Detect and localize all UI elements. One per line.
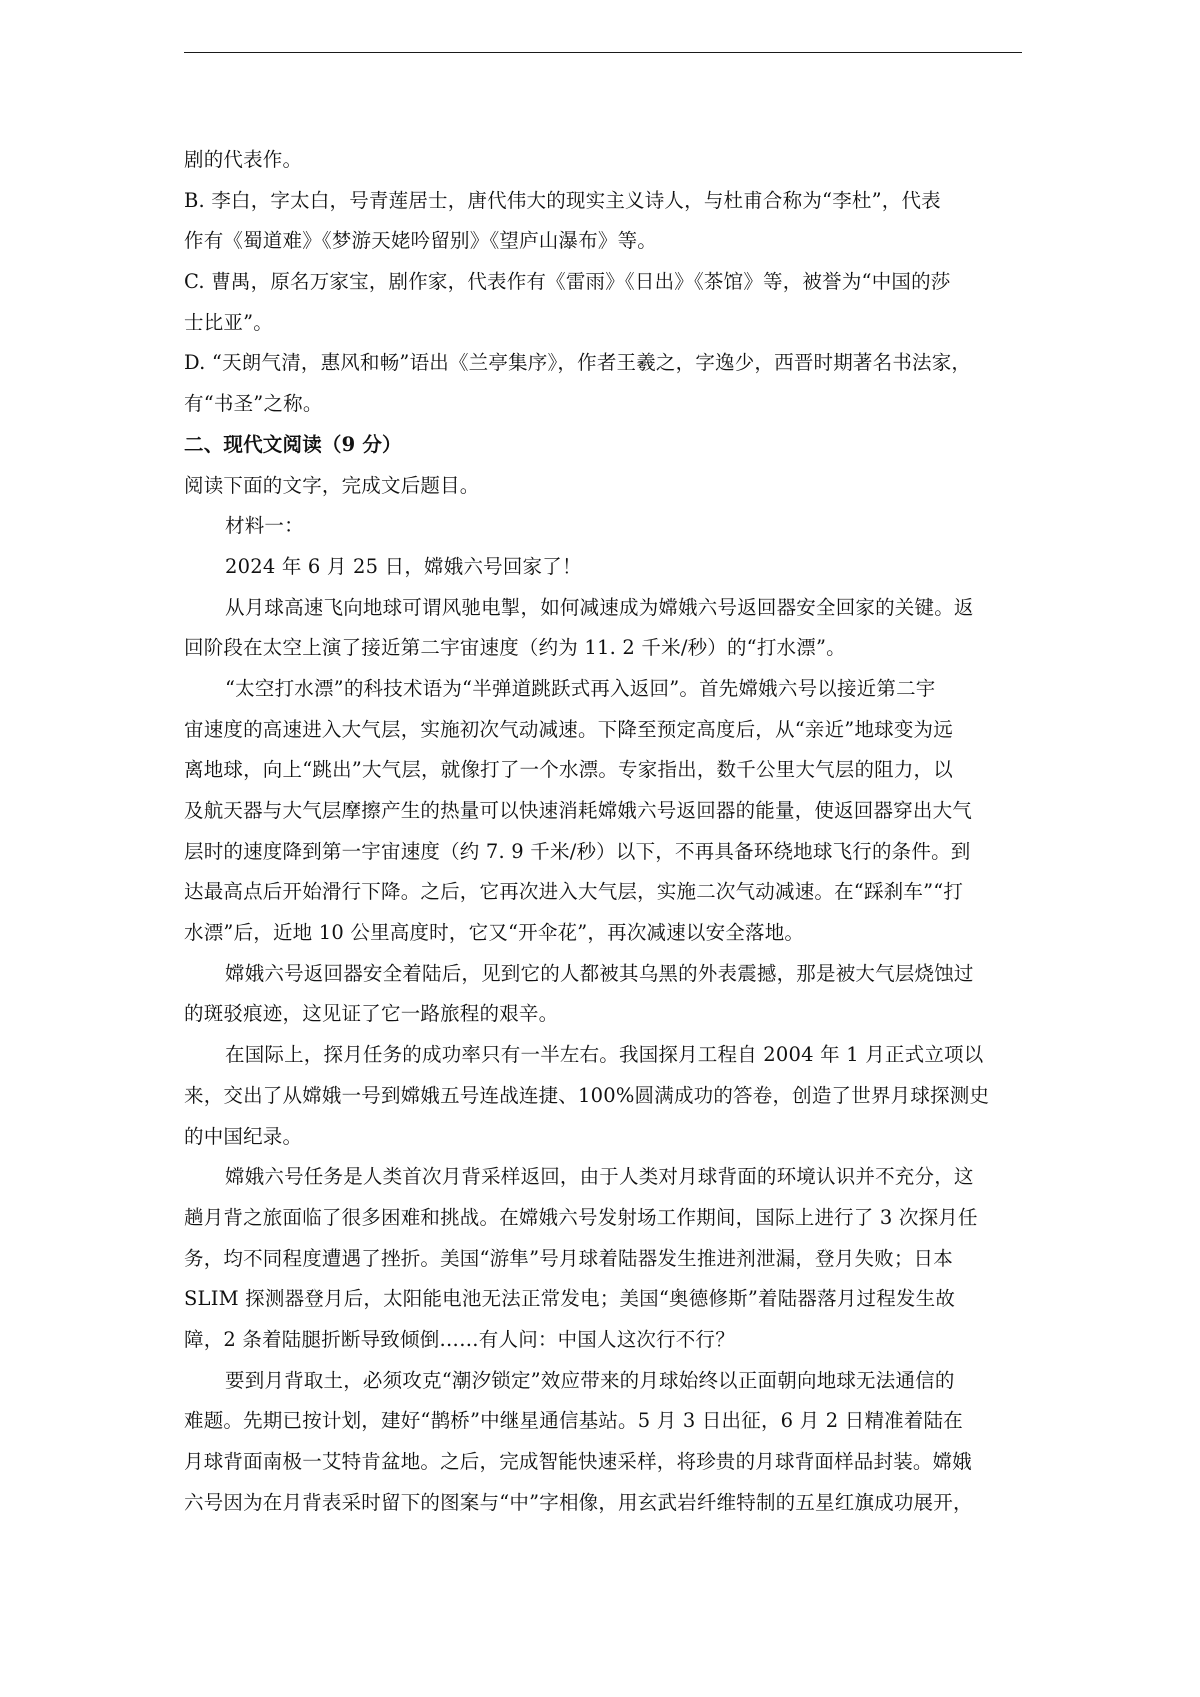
text-line: 嫦娥六号返回器安全着陆后，见到它的人都被其乌黑的外表震撼，那是被大气层烧蚀过 bbox=[225, 961, 974, 985]
text-line: 的斑驳痕迹，这见证了它一路旅程的艰辛。 bbox=[184, 1002, 559, 1026]
text-line: 务，均不同程度遭遇了挫折。美国“游隼”号月球着陆器发生推进剂泄漏，登月失败；日本 bbox=[184, 1246, 953, 1270]
text-line: 士比亚”。 bbox=[184, 310, 273, 334]
document-body bbox=[184, 140, 1032, 1523]
text-line: SLIM 探测器登月后，太阳能电池无法正常发电；美国“奥德修斯”着陆器落月过程发生故 bbox=[184, 1287, 956, 1311]
text-line: 剧的代表作。 bbox=[184, 148, 303, 171]
text-line: 达最高点后开始滑行下降。之后，它再次进入大气层，实施二次气动减速。在“踩刹车”“打 bbox=[184, 880, 964, 904]
text-line: 障，2 条着陆腿折断导致倾倒……有人问：中国人这次行不行？ bbox=[184, 1327, 735, 1351]
text-line: 回阶段在太空上演了接近第二宇宙速度（约为 11. 2 千米/秒）的“打水漂”。 bbox=[184, 636, 846, 660]
text-line: “太空打水漂”的科技术语为“半弹道跳跃式再入返回”。首先嫦娥六号以接近第二宇 bbox=[225, 676, 936, 700]
text-line: 难题。先期已按计划，建好“鹊桥”中继星通信基站。5 月 3 日出征，6 月 2 日精准着陆在 bbox=[184, 1409, 963, 1433]
text-line: 要到月背取土，必须攻克“潮汐锁定”效应带来的月球始终以正面朝向地球无法通信的 bbox=[225, 1368, 955, 1392]
text-line: 来，交出了从嫦娥一号到嫦娥五号连战连捷、100%圆满成功的答卷，创造了世界月球探测史 bbox=[184, 1083, 990, 1107]
text-line: 阅读下面的文字，完成文后题目。 bbox=[184, 473, 480, 497]
text-line: 有“书圣”之称。 bbox=[184, 392, 323, 416]
text-line: 嫦娥六号任务是人类首次月背采样返回，由于人类对月球背面的环境认识并不充分，这 bbox=[225, 1165, 974, 1189]
text-line: 材料一： bbox=[225, 514, 304, 538]
text-line: 月球背面南极一艾特肯盆地。之后，完成智能快速采样，将珍贵的月球背面样品封装。嫦娥 bbox=[184, 1450, 973, 1473]
text-line: 趟月背之旅面临了很多困难和挑战。在嫦娥六号发射场工作期间，国际上进行了 3 次探月任 bbox=[184, 1205, 978, 1229]
text-line: 离地球，向上“跳出”大气层，就像打了一个水漂。专家指出，数千公里大气层的阻力，以 bbox=[184, 758, 953, 782]
text-line: C. 曹禺，原名万家宝，剧作家，代表作有《雷雨》《日出》《茶馆》等，被誉为“中国的莎 bbox=[184, 270, 951, 294]
text-line: 的中国纪录。 bbox=[184, 1124, 303, 1148]
text-line: 层时的速度降到第一宇宙速度（约 7. 9 千米/秒）以下，不再具备环绕地球飞行的条件。到 bbox=[184, 839, 971, 863]
text-line: 及航天器与大气层摩擦产生的热量可以快速消耗嫦娥六号返回器的能量，使返回器穿出大气 bbox=[184, 799, 973, 822]
text-line: D. “天朗气清，惠风和畅”语出《兰亭集序》，作者王羲之，字逸少，西晋时期著名书法家， bbox=[184, 351, 972, 375]
text-line: 水漂”后，近地 10 公里高度时，它又“开伞花”，再次减速以安全落地。 bbox=[184, 921, 805, 945]
text-line: 宙速度的高速进入大气层，实施初次气动减速。下降至预定高度后，从“亲近”地球变为远 bbox=[184, 717, 953, 741]
section-heading: 二、现代文阅读（9 分） bbox=[184, 432, 402, 456]
text-line: 从月球高速飞向地球可谓风驰电掣，如何减速成为嫦娥六号返回器安全回家的关键。返 bbox=[225, 595, 974, 619]
text-line: 六号因为在月背表采时留下的图案与“中”字相像，用玄武岩纤维特制的五星红旗成功展开， bbox=[184, 1490, 973, 1514]
header-rule bbox=[184, 52, 1022, 53]
text-line: 在国际上，探月任务的成功率只有一半左右。我国探月工程自 2004 年 1 月正式立项以 bbox=[225, 1043, 984, 1067]
text-line: B. 李白，字太白，号青莲居士，唐代伟大的现实主义诗人，与杜甫合称为“李杜”，代表 bbox=[184, 188, 941, 212]
text-line: 作有《蜀道难》《梦游天姥吟留别》《望庐山瀑布》等。 bbox=[184, 229, 658, 253]
text-line: 2024 年 6 月 25 日，嫦娥六号回家了！ bbox=[225, 554, 582, 578]
